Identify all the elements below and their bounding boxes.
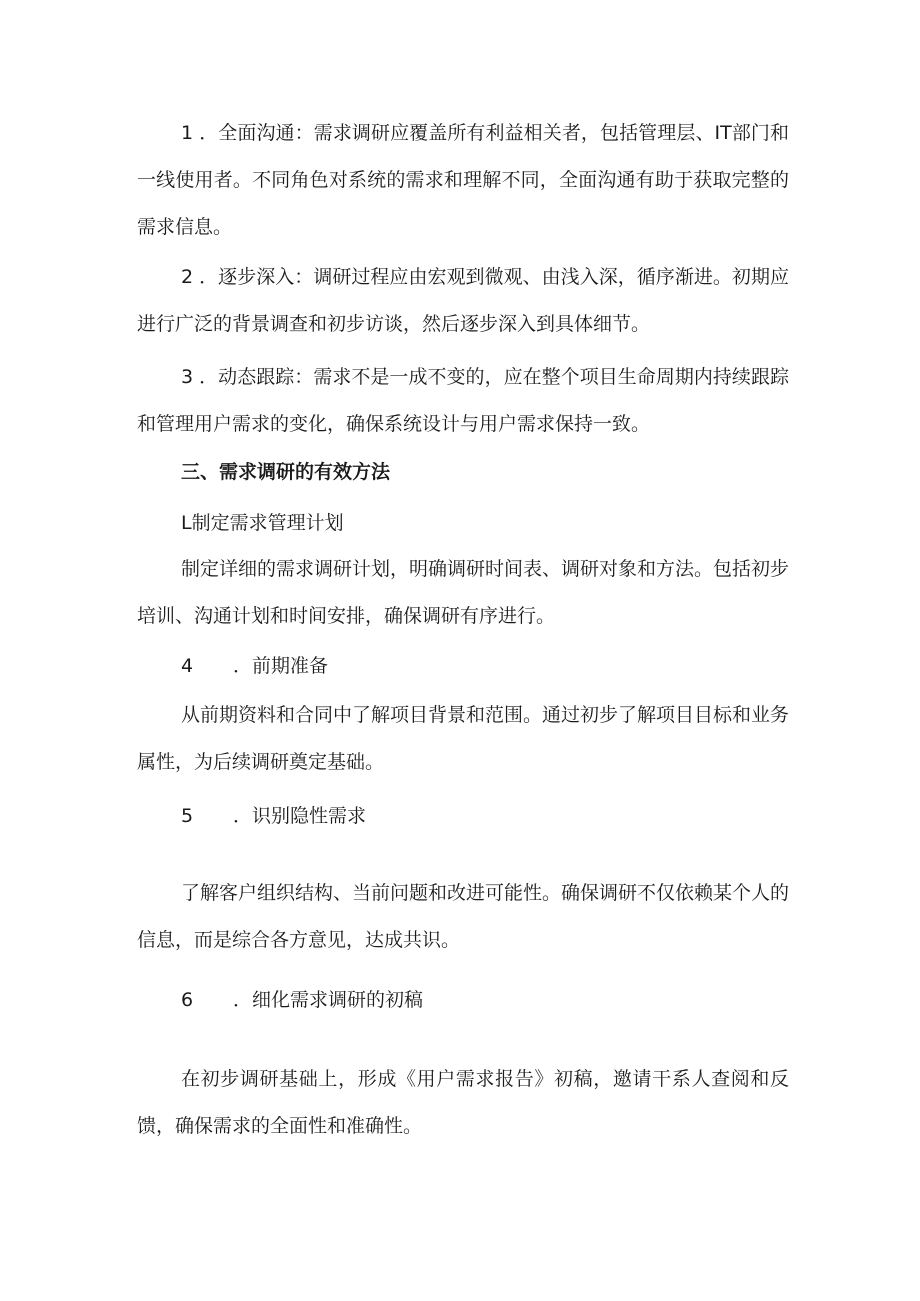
subheading-hidden-needs	[137, 793, 789, 840]
paragraph-gradual-deepening: 2 ．逐步深入：调研过程应由宏观到微观、由浅入深，循序渐进。初期应进行广泛的背景调查和初步访谈，然后逐步深入到具体细节。	[137, 266, 789, 335]
subheading-preparation-number: 4	[181, 655, 194, 677]
section-heading: 三、需求调研的有效方法	[181, 461, 391, 483]
subheading-draft-text: ．细化需求调研的初稿	[233, 989, 424, 1011]
paragraph-comprehensive-communication: 1 ．全面沟通：需求调研应覆盖所有利益相关者，包括管理层、IT部门和一线使用者。不同角色对系统的需求和理解不同，全面沟通有助于获取完整的需求信息。	[137, 122, 789, 238]
paragraph-draft: 在初步调研基础上，形成《用户需求报告》初稿，邀请干系人查阅和反馈，确保需求的全面性和准确性。	[137, 1068, 789, 1137]
paragraph-dynamic-tracking: 3 ．动态跟踪：需求不是一成不变的，应在整个项目生命周期内持续跟踪和管理用户需求的变化，确保系统设计与用户需求保持一致。	[137, 366, 789, 435]
paragraph-preparation: 从前期资料和合同中了解项目背景和范围。通过初步了解项目目标和业务属性，为后续调研奠定基础。	[137, 704, 790, 773]
subheading-plan: L制定需求管理计划	[181, 512, 344, 534]
subheading-preparation-text: ．前期准备	[233, 655, 329, 677]
subheading-draft-number: 6	[181, 989, 194, 1011]
subheading-preparation	[137, 643, 789, 690]
subheading-hidden-needs-text: ．识别隐性需求	[233, 805, 367, 827]
subheading-draft	[137, 977, 789, 1024]
subheading-hidden-needs-number: 5	[181, 805, 194, 827]
paragraph-plan: 制定详细的需求调研计划，明确调研时间表、调研对象和方法。包括初步培训、沟通计划和时间安排，确保调研有序进行。	[137, 558, 790, 627]
paragraph-hidden-needs: 了解客户组织结构、当前问题和改进可能性。确保调研不仅依赖某个人的信息，而是综合各方意见，达成共识。	[137, 882, 790, 951]
